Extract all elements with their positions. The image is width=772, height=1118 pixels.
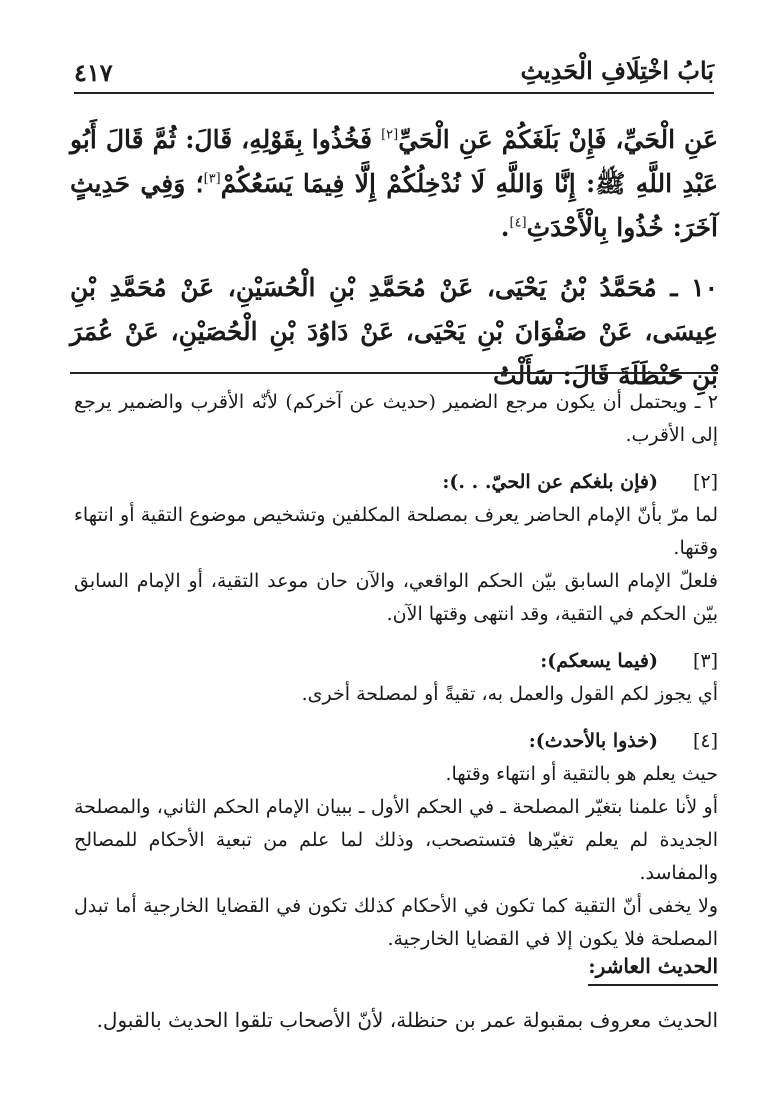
footnote-separator	[70, 372, 718, 374]
note-number: [٤]	[692, 730, 718, 752]
note-text: ولا يخفى أنّ التقية كما تكون في الأحكام كذلك تكون في القضايا الخارجية أما تبدل المصلحة فلا يكون إلا في القضايا الخارجية.	[74, 895, 718, 950]
note-body	[529, 725, 658, 758]
note-text: أي يجوز لكم القول والعمل به، تقيةً أو لمصلحة أخرى.	[301, 683, 718, 705]
footnote-ref: [٤]	[509, 215, 527, 231]
footnote-ref: [٢]	[381, 127, 399, 143]
note-heading: (فيما يسعكم):	[540, 650, 658, 672]
note-number: [٣]	[692, 650, 718, 672]
note-4	[74, 725, 718, 758]
section-body: الحديث معروف بمقبولة عمر بن حنظلة، لأنّ الأصحاب تلقوا الحديث بالقبول.	[96, 1008, 718, 1032]
note-text: لما مرّ بأنّ الإمام الحاضر يعرف بمصلحة المكلفين وتشخيص موضوع التقية أو انتهاء وقتها.	[74, 504, 718, 559]
hadith-continuation	[70, 118, 718, 250]
note-heading: (خذوا بالأحدث):	[528, 730, 658, 752]
text-segment: فَخُذُوا بِقَوْلِهِ، قَالَ: ثُمَّ قَالَ أَبُو عَبْدِ اللَّهِ ﷺ: إِنَّا وَاللَّهِ لَا نُدْخِلُكُمْ إِلَّا فِيمَا يَسَعُكُمْ	[70, 125, 718, 198]
note-3-body	[74, 678, 718, 711]
page-header	[74, 56, 714, 94]
hadith-10-chain: ١٠ ـ مُحَمَّدُ بْنُ يَحْيَى، عَنْ مُحَمَّدِ بْنِ الْحُسَيْنِ، عَنْ مُحَمَّدِ بْنِ عِيسَى، عَنْ صَفْوَانَ بْنِ يَحْيَى، عَنْ دَاوُدَ بْنِ الْحُصَيْنِ، عَنْ عُمَرَ بْنِ حَنْظَلَةَ قَالَ: سَأَلْتُ	[70, 273, 718, 390]
note-text: أو لأنا علمنا بتغيّر المصلحة ـ في الحكم الأول ـ ببيان الإمام الحكم الثاني، والمصلحة الجديدة لم يعلم تغيّرها فتستصحب، وذلك لما علم من تبعية الأحكام للمصالح والمفاسد.	[74, 796, 718, 884]
text-segment: عَنِ الْحَيِّ، فَإِنْ بَلَغَكُمْ عَنِ الْحَيِّ	[398, 125, 718, 154]
page-number: ٤١٧	[74, 58, 113, 87]
note-body	[442, 466, 658, 499]
text-segment: ؛ وَفِي حَدِيثٍ آخَرَ: خُذُوا بِالْأَحْدَثِ	[70, 169, 718, 242]
note-number: [٢]	[692, 471, 718, 493]
footnote-ref: [٣]	[203, 171, 221, 187]
note-body	[74, 386, 718, 452]
note-2-body	[74, 499, 718, 631]
section-heading: الحديث العاشر:	[588, 954, 718, 986]
commentary	[74, 386, 718, 956]
note-prev	[74, 386, 718, 452]
note-3	[74, 645, 718, 678]
note-text: فلعلّ الإمام السابق بيّن الحكم الواقعي، والآن حان موعد التقية، أو الإمام السابق بيّن الحكم في التقية، وقد انتهى وقتها الآن.	[74, 570, 718, 625]
note-body	[540, 645, 658, 678]
note-heading: (فإن بلغكم عن الحيّ. . .):	[442, 471, 658, 493]
note-text: حيث يعلم هو بالتقية أو انتهاء وقتها.	[445, 763, 718, 785]
note-2	[74, 466, 718, 499]
note-4-body	[74, 758, 718, 956]
note-text: ٢ ـ ويحتمل أن يكون مرجع الضمير (حديث عن آخركم) لأنّه الأقرب والضمير يرجع إلى الأقرب.	[74, 391, 718, 446]
running-title: بَابُ اخْتِلَافِ الْحَدِيثِ	[520, 56, 714, 85]
main-text	[70, 118, 718, 414]
text-segment: .	[500, 213, 510, 242]
